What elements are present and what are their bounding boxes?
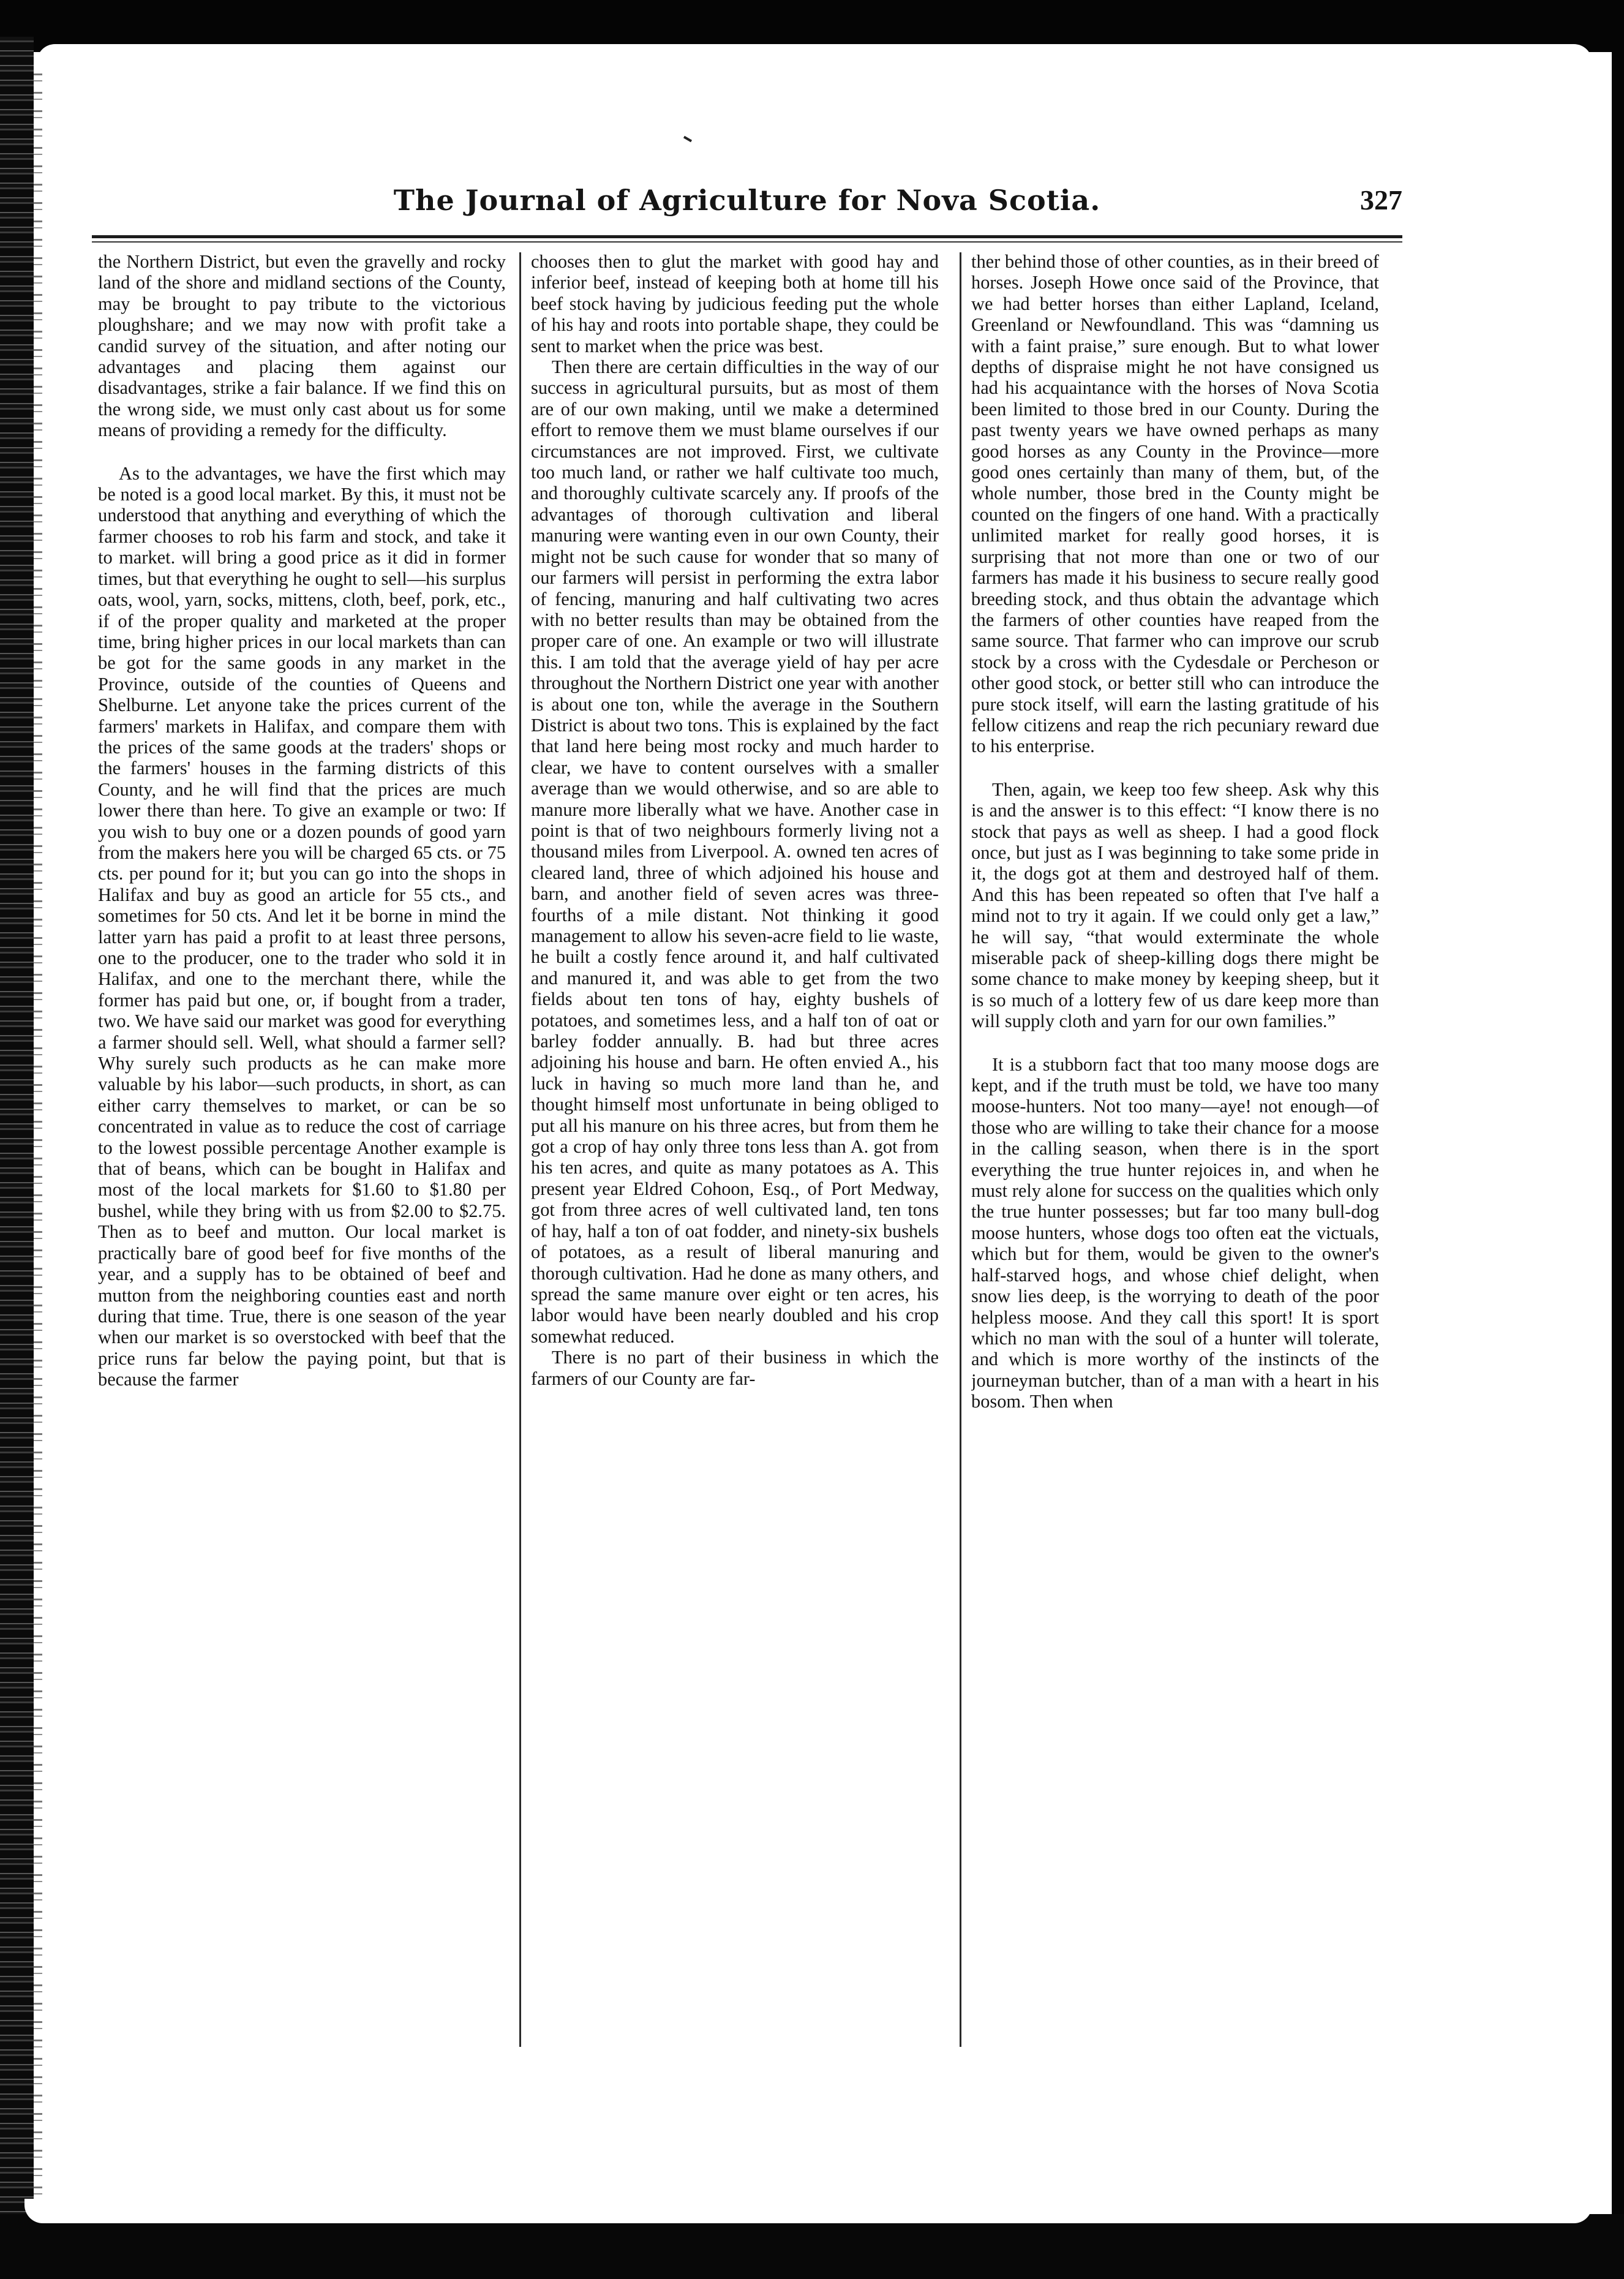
paragraph: ther behind those of other counties, as in their breed of horses. Joseph Howe once said of the Province, that we had better horses than either Lapland, Iceland, Greenland or Newfoundland. This was “damning us with a faint praise,” sure enough. But to what lower depths of dispraise might he not have consigned us had his acquaintance with the horses of Nova Scotia been limited to those bred in our County. During the past twenty years we have owned perhaps as many good horses as any County in the Province—more good ones certainly than many of them, but, of the whole number, those bred in the County might be counted on the fingers of one hand. With a practically unlimited market for really good horses, it is surprising that not more than one or two of our farmers has made it his business to secure really good breeding stock, and thus obtain the advantage which the farmers of other counties have reaped from the same source. That farmer who can improve our scrub stock by a cross with the Cydesdale or Percheson or other good stock, or better still who can introduce the pure stock itself, will earn the lasting gratitude of his fellow citizens and reap the rich pecuniary reward due to his enterprise. <box>971 251 1379 757</box>
text-column-3 <box>971 251 1379 2046</box>
header-rule <box>92 235 1402 238</box>
running-header <box>92 184 1402 220</box>
text-column-1 <box>98 251 506 2046</box>
paragraph: Then, again, we keep too few sheep. Ask why this is and the answer is to this effect: “I know there is no stock that pays as well as sheep. I had a good flock once, but just as I was beginning to take some pride in it, the dogs got at them and destroyed half of them. And this has been repeated so often that I've half a mind not to try it again. If we could only get a law,” he will say, “that would exterminate the whole miserable pack of sheep-killing dogs there might be some chance to make money by keeping sheep, but it is so much of a lottery few of us dare keep more than will supply cloth and yarn for our own families.” <box>971 778 1379 1032</box>
paragraph: chooses then to glut the market with good hay and inferior beef, instead of keeping both at home till his beef stock having by judicious feeding put the whole of his hay and roots into portable shape, they could be sent to market when the price was best. <box>531 251 939 356</box>
paragraph: Then there are certain difficulties in the way of our success in agricultural pursuits, but as most of them are of our own making, until we make a determined effort to remove them we must blame ourselves if our circumstances are not improved. First, we cultivate too much land, or rather we half cultivate too much, and thoroughly cultivate scarcely any. If proofs of the advantages of thorough cultivation and liberal manuring were wanting even in our own County, their might not be such cause for wonder that so many of our farmers will persist in performing the extra labor of fencing, manuring and half cultivating two acres with no better results than may be obtained from the proper care of one. An example or two will illustrate this. I am told that the average yield of hay per acre throughout the Northern District one year with another is about one ton, while the average in the Southern District is about two tons. This is explained by the fact that land here being most rocky and much harder to clear, we have to content ourselves with a smaller average than we would otherwise, and so are able to manure more liberally what we have. Another case in point is that of two neighbours formerly living not a thousand miles from Liverpool. A. owned ten acres of cleared land, three of which adjoined his house and barn, and another field of seven acres was three-fourths of a mile distant. Not thinking it good management to allow his seven-acre field to lie waste, he built a costly fence around it, and half cultivated and manured it, and was able to get from the two fields about ten tons of hay, eighty bushels of potatoes, and sometimes less, and a half ton of oat or barley fodder annually. B. had but three acres adjoining his house and barn. He often envied A., his luck in having so much more land than he, and thought himself most unfortunate in being obliged to put all his manure on his three acres, but from them he got a crop of hay only three tons less than A. got from his ten acres, and quite as many potatoes as A. This present year Eldred Cohoon, Esq., of Port Medway, got from three acres of well cultivated land, ten tons of hay, half a ton of oat fodder, and ninety-six bushels of potatoes, as a result of liberal manuring and thorough cultivation. Had he done as many others, and spread the same manure over eight or ten acres, his labor would have been nearly doubled and his crop somewhat reduced. <box>531 356 939 1347</box>
text-column-2 <box>531 251 939 2046</box>
paragraph: It is a stubborn fact that too many moose dogs are kept, and if the truth must be told, we have too many moose-hunters. Not too many—aye! not enough—of those who are willing to take their chance for a moose in the calling season, when there is in the sport everything the true hunter rejoices in, and when he must rely alone for success on the qualities which only the true hunter possesses; but far too many bull-dog moose hunters, whose dogs too often eat the victuals, which but for them, would be given to the owner's half-starved hogs, and whose chief delight, when snow lies deep, is the worrying to death of the poor helpless moose. And they call this sport! It is sport which no man with the soul of a hunter will tolerate, and which is more worthy of the instincts of the journeyman butcher, than of a man with a heart in his bosom. Then when <box>971 1053 1379 1412</box>
scan-border-left <box>0 37 34 2229</box>
scan-border-right <box>1612 0 1624 2279</box>
paragraph: There is no part of their business in which the farmers of our County are far- <box>531 1347 939 1389</box>
journal-title: The Journal of Agriculture for Nova Scotia. <box>393 184 1101 217</box>
column-divider <box>960 252 961 2047</box>
page-edge-bottom <box>24 2199 1592 2223</box>
ink-speck <box>683 136 692 142</box>
paragraph: the Northern District, but even the gravelly and rocky land of the shore and midland sections of the County, may be brought to pay tribute to the victorious ploughshare; and we may now with profit take a candid survey of the situation, and after noting our advantages and placing them against our disadvantages, strike a fair balance. If we find this on the wrong side, we must only cast about us for some means of providing a remedy for the difficulty. <box>98 251 506 441</box>
page-edge-top <box>37 44 1592 69</box>
paragraph: As to the advantages, we have the first which may be noted is a good local market. By this, it must not be understood that anything and everything of which the farmer chooses to rob his farm and stock, and take it to market. will bring a good price as it did in former times, but that everything he ought to sell—his surplus oats, wool, yarn, socks, mittens, cloth, beef, pork, etc., if of the proper quality and marketed at the proper time, bring higher prices in our local markets than can be got for the same goods in any market in the Province, outside of the counties of Queens and Shelburne. Let anyone take the prices current of the farmers' markets in Halifax, and compare them with the prices of the same goods at the traders' shops or the farmers' houses in the farming districts of this County, and he will find that the prices are much lower there than here. To give an example or two: If you wish to buy one or a dozen pounds of good yarn from the makers here you will be charged 65 cts. or 75 cts. per pound for it; but you can go into the shops in Halifax and buy as good an article for 55 cts., and sometimes for 50 cts. And let it be borne in mind the latter yarn has paid a profit to at least three persons, one to the producer, one to the trader who sold it in Halifax, and one to the merchant there, while the former has paid but one, or, if bought from a trader, two. We have said our market was good for everything a farmer should sell. Well, what should a farmer sell? Why surely such products as he can make more valuable by his labor—such products, in short, as can either carry themselves to market, or can be so concentrated in value as to reduce the cost of carriage to the lowest possible percentage Another example is that of beans, which can be bought in Halifax and most of the local markets for $1.60 to $1.80 per bushel, while they bring with us from $2.00 to $2.75. Then as to beef and mutton. Our local market is practically bare of good beef for five months of the year, and a supply has to be obtained of beef and mutton from the neighboring counties east and north during that time. True, there is one season of the year when our market is so overstocked with beef that the price runs far below the paying point, but that is because the farmer <box>98 462 506 1390</box>
page-number: 327 <box>1360 184 1402 216</box>
scan-border-bottom <box>0 2214 1624 2279</box>
page-edge-left <box>34 73 42 2205</box>
column-divider <box>519 252 521 2047</box>
header-rule-thin <box>92 241 1402 243</box>
